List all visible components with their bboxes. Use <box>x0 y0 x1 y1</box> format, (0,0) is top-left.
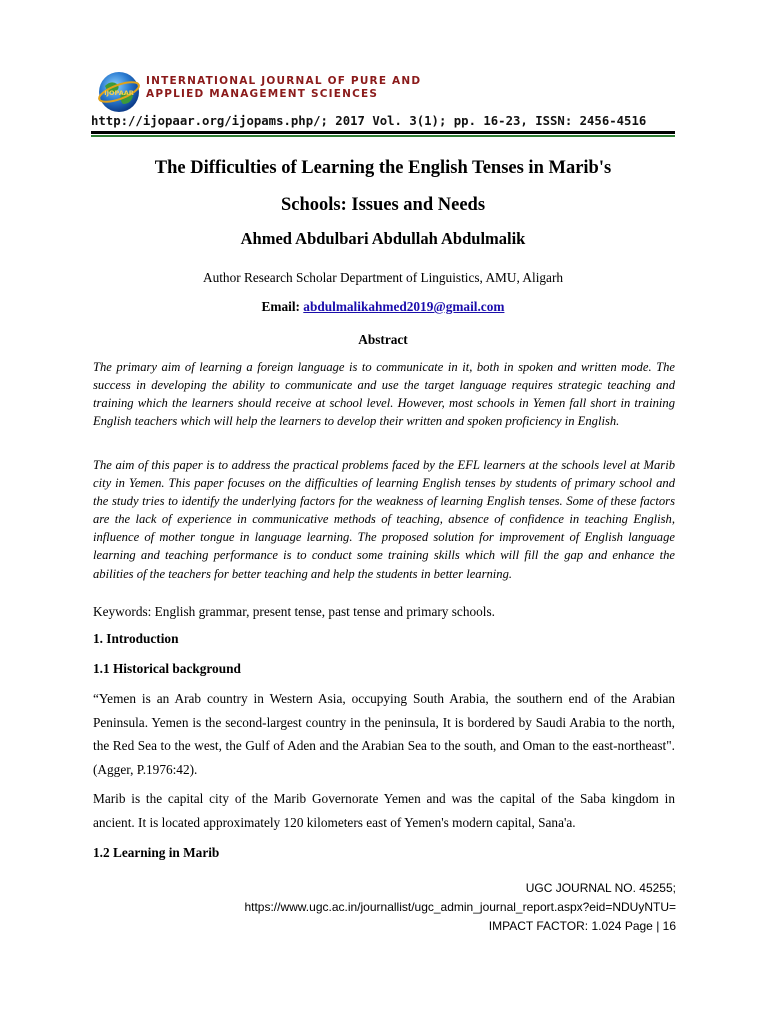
footer-impact-line <box>244 917 676 936</box>
journal-name-line2: APPLIED MANAGEMENT SCIENCES <box>146 88 379 100</box>
header-rule-black <box>91 131 675 134</box>
section-heading-learning-in-marib: 1.2 Learning in Marib <box>93 845 220 860</box>
abstract-paragraph-1: The primary aim of learning a foreign language is to communicate in it, both in spoken and written mode. The success in developing the ability to communicate and use the target language requires strategic teaching and training which the learners should receive at school level. However, most schools in Yemen fall short in training English teachers which will help the learners to develop their written and spoken proficiency in English. <box>93 360 675 429</box>
keywords: Keywords: English grammar, present tense, past tense and primary schools. <box>93 604 495 619</box>
author-email-line <box>91 299 675 315</box>
footer-impact-factor: IMPACT FACTOR: 1.024 <box>488 919 622 933</box>
email-label: Email: <box>261 299 300 314</box>
paper-title <box>91 150 675 224</box>
section-heading-historical-background: 1.1 Historical background <box>93 661 241 676</box>
journal-name <box>146 75 421 101</box>
footer-ugc-url: https://www.ugc.ac.in/journallist/ugc_admin_journal_report.aspx?eid=NDUyNTU= <box>244 900 676 914</box>
author-affiliation: Author Research Scholar Department of Linguistics, AMU, Aligarh <box>202 270 564 285</box>
section-heading-introduction: 1. Introduction <box>93 631 179 646</box>
footer-page-number: Page | 16 <box>624 919 676 933</box>
paper-title-line1: The Difficulties of Learning the English Tenses in Marib's <box>154 158 612 178</box>
journal-logo-globe-icon <box>97 70 141 114</box>
paper-title-line2: Schools: Issues and Needs <box>280 195 486 215</box>
author-email-link[interactable]: abdulmalikahmed2019@gmail.com <box>303 299 505 314</box>
body-paragraph-yemen: “Yemen is an Arab country in Western Asia, occupying South Arabia, the southern end of the Arabian Peninsula. Yemen is the second-largest country in the peninsula, It is bordered by Saudi Arabia to the north, the Red Sea to the west, the Gulf of Aden and the Arabian Sea to the south, and Oman to the east-northeast". (Agger, P.1976:42). <box>93 691 675 777</box>
logo-text: IJOPAAR <box>104 89 134 97</box>
footer-ugc-number: UGC JOURNAL NO. 45255; <box>525 881 676 895</box>
page-footer <box>244 879 676 936</box>
journal-name-line1: INTERNATIONAL JOURNAL OF PURE AND <box>146 75 422 87</box>
abstract-heading: Abstract <box>358 332 408 347</box>
journal-citation: http://ijopaar.org/ijopams.php/; 2017 Vol. 3(1); pp. 16-23, ISSN: 2456-4516 <box>91 114 647 128</box>
author-name: Ahmed Abdulbari Abdullah Abdulmalik <box>240 229 526 248</box>
header-rule-green <box>91 135 675 137</box>
abstract-paragraph-2: The aim of this paper is to address the practical problems faced by the EFL learners at the schools level at Marib city in Yemen. This paper focuses on the difficulties of learning English tenses by students of primary school and the study tries to identify the underlying factors for the weakness of learning English tenses. Some of these factors are the lack of experience in communicative methods of teaching, absence of confidence in teaching English, influence of mother tongue in language learning. The proposed solution for improvement of English language learning and teaching performance is to conduct some training skills which will fill the gap and enhance the abilities of the teachers for better teaching and help the students in better learning. <box>93 458 675 581</box>
body-paragraph-marib: Marib is the capital city of the Marib Governorate Yemen and was the capital of the Saba kingdom in ancient. It is located approximately 120 kilometers east of Yemen's modern capital, Sana'a. <box>93 791 675 830</box>
